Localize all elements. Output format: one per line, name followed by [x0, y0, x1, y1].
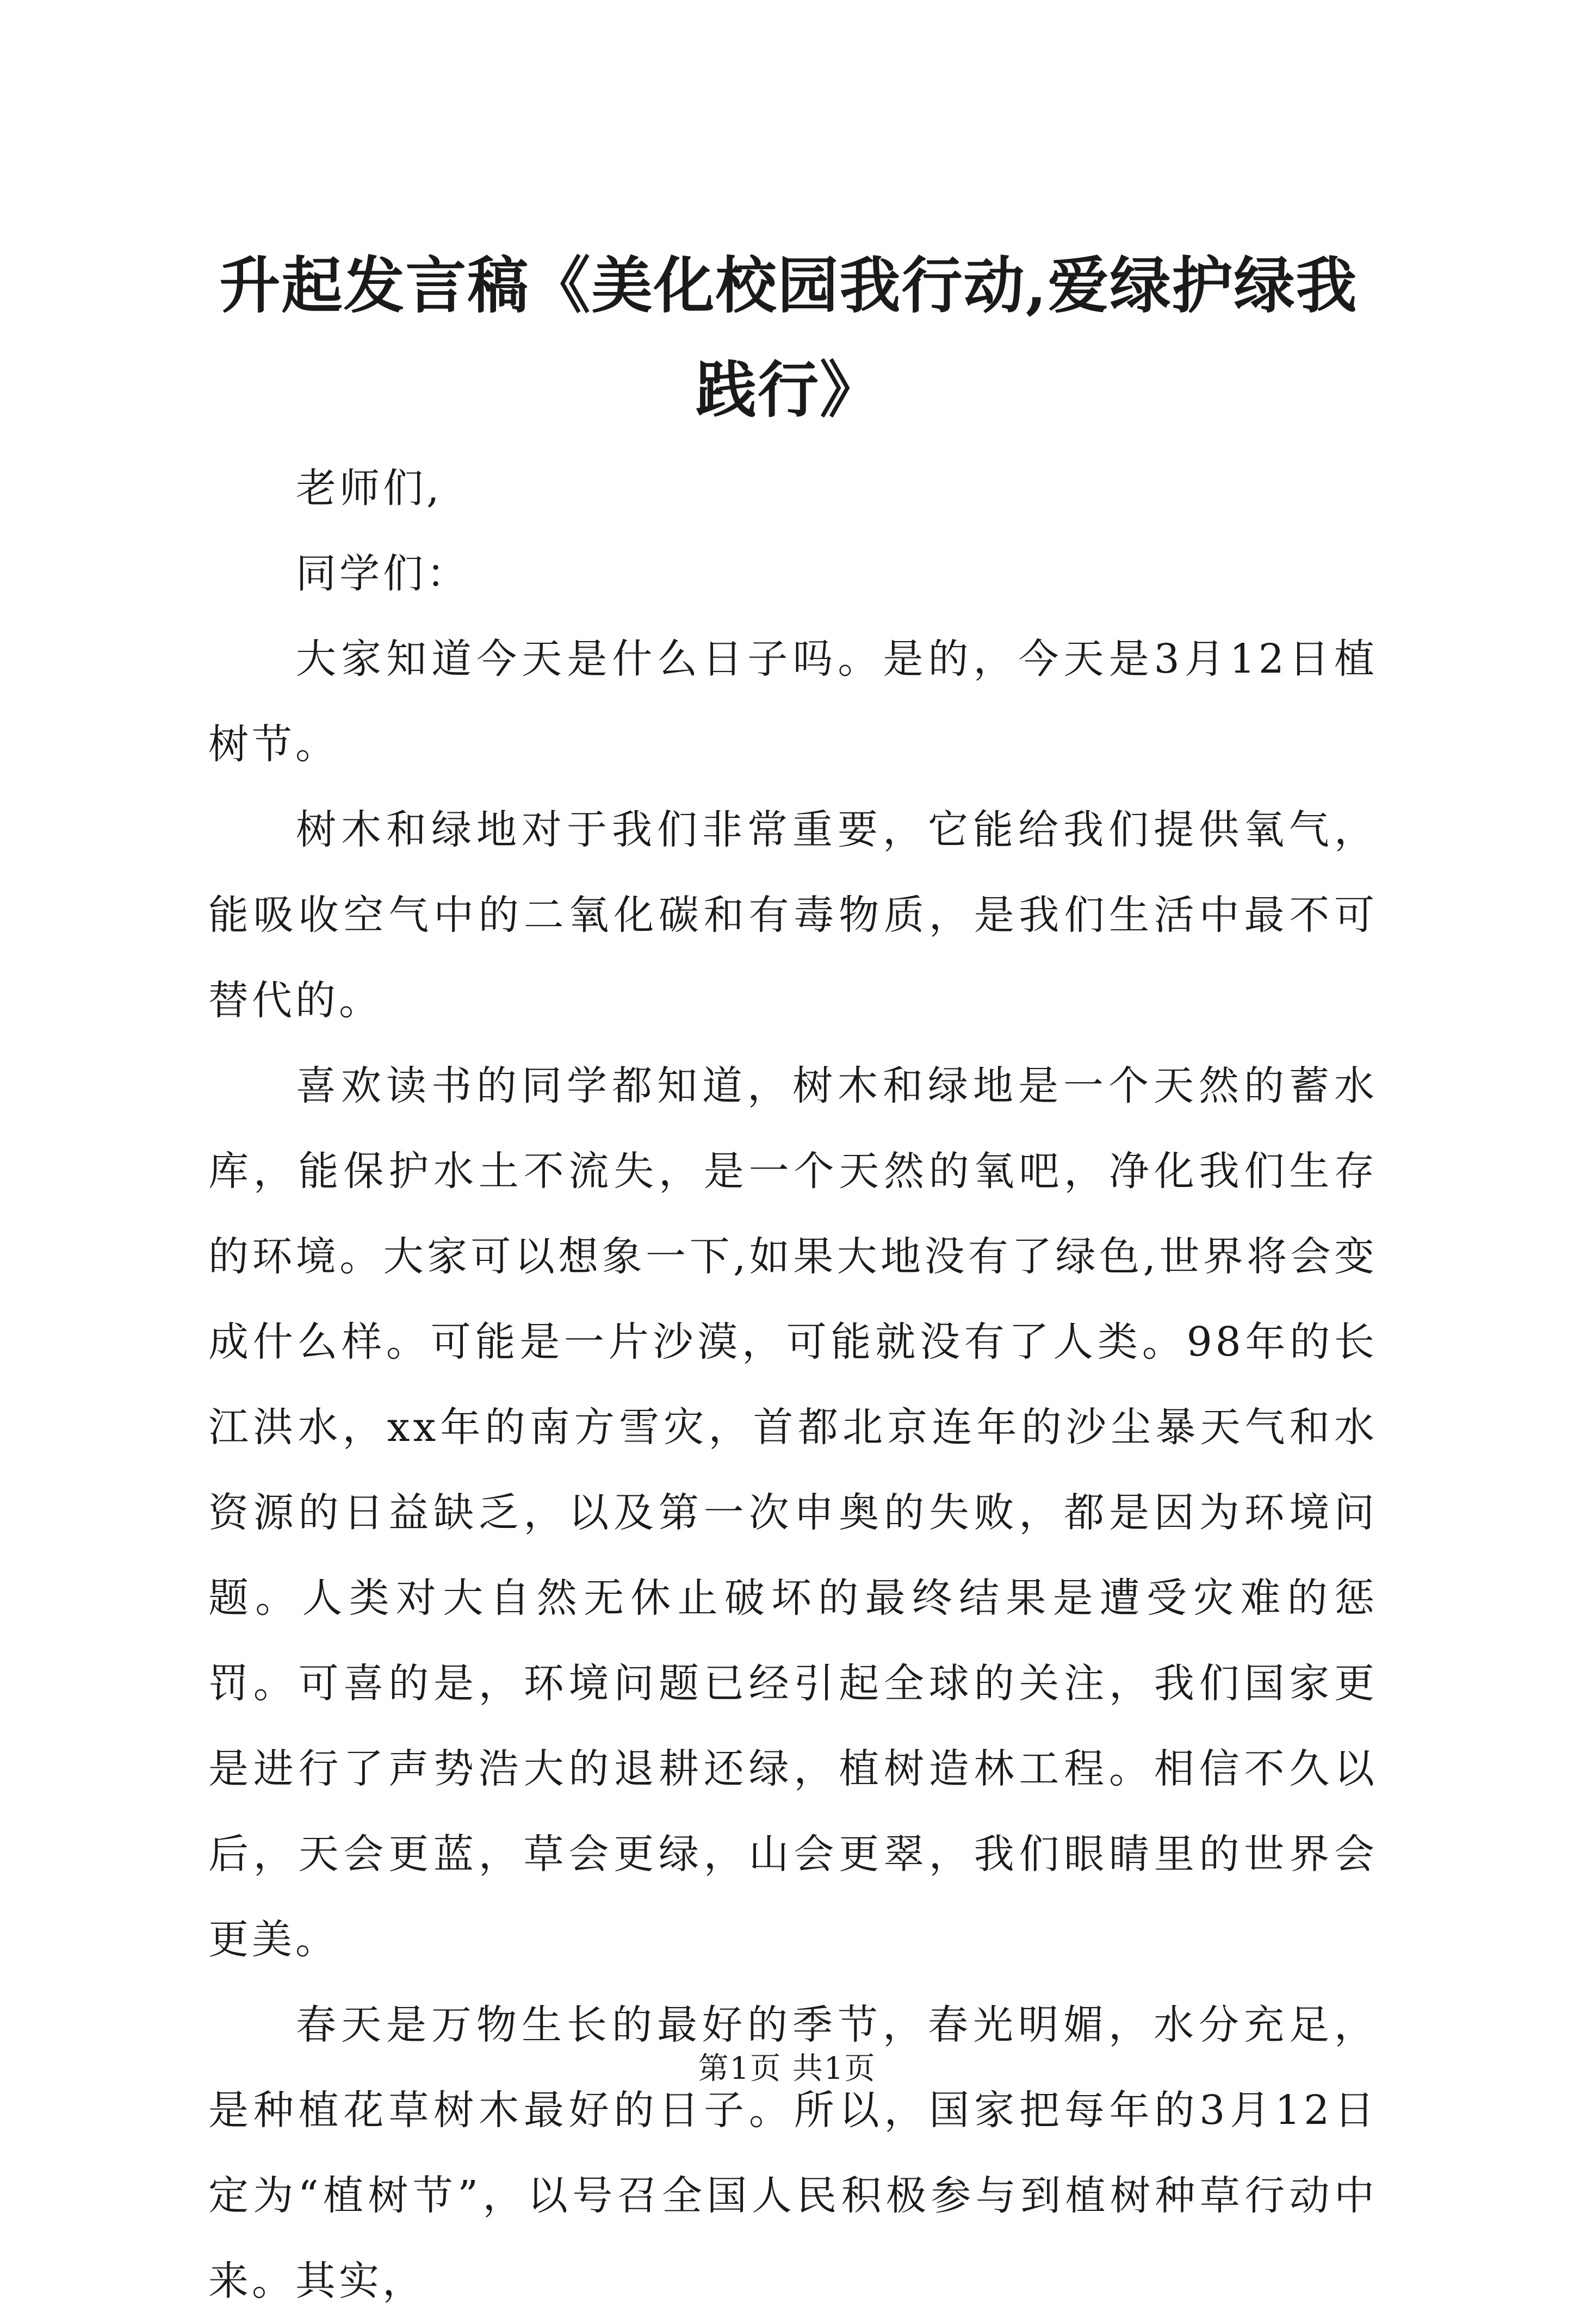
body-paragraph: 树木和绿地对于我们非常重要，它能给我们提供氧气，能吸收空气中的二氧化碳和有毒物质，是我们生活中最不可替代的。 — [208, 806, 1378, 1024]
document-body — [208, 446, 1378, 2324]
document-title: 升起发言稿《美化校园我行动,爱绿护绿我践行》 — [219, 250, 1358, 426]
body-paragraph: 喜欢读书的同学都知道，树木和绿地是一个天然的蓄水库，能保护水土不流失，是一个天然的氧吧，净化我们生存的环境。大家可以想象一下,如果大地没有了绿色,世界将会变成什么样。可能是一片沙漠，可能就没有了人类。98年的长江洪水，xx年的南方雪灾，首都北京连年的沙尘暴天气和水资源的日益缺乏，以及第一次申奥的失败，都是因为环境问题。人类对大自然无休止破坏的最终结果是遭受灾难的惩罚。可喜的是，环境问题已经引起全球的关注，我们国家更是进行了声势浩大的退耕还绿，植树造林工程。相信不久以后，天会更蓝，草会更绿，山会更翠，我们眼睛里的世界会更美。 — [208, 1062, 1378, 1963]
body-paragraph: 春天是万物生长的最好的季节，春光明媚，水分充足，是种植花草树木最好的日子。所以，国家把每年的3月12日定为“植树节”，以号召全国人民积极参与到植树种草行动中来。其实， — [208, 2002, 1378, 2304]
body-paragraph: 大家知道今天是什么日子吗。是的，今天是3月12日植树节。 — [208, 636, 1378, 768]
page-number-footer: 第1页 共1页 — [698, 2051, 876, 2086]
salutation-students: 同学们： — [296, 550, 470, 597]
salutation-teachers: 老师们, — [296, 465, 443, 512]
